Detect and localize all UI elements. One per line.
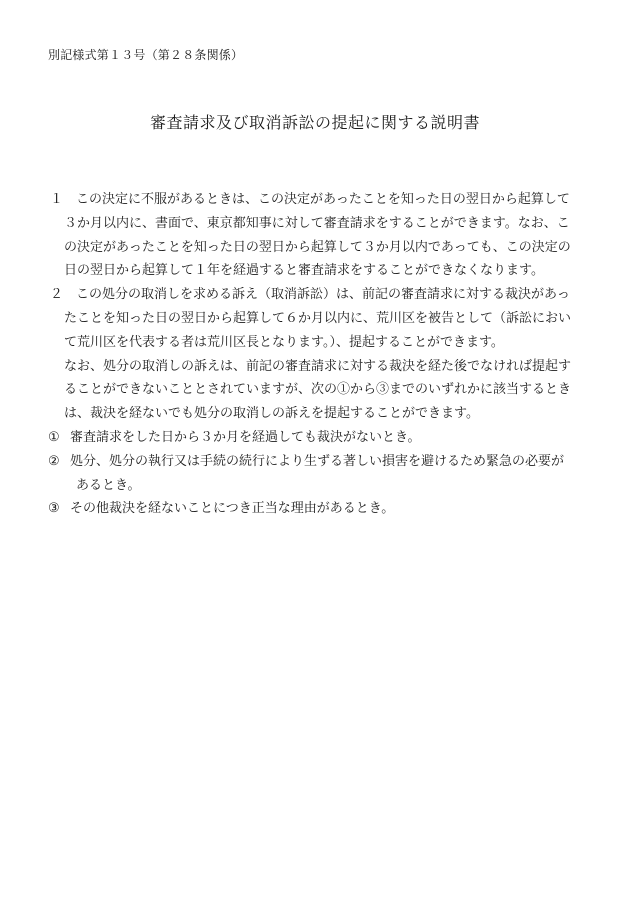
paragraph-note-line-2: ることができないこととされていますが、次の①から③までのいずれかに該当するとき (64, 382, 572, 398)
document-title: 審査請求及び取消訴訟の提起に関する説明書 (149, 113, 480, 132)
condition-text: その他裁決を経ないことにつき正当な理由があるとき。 (70, 501, 395, 517)
condition-3 (48, 497, 588, 521)
condition-2-continuation: あるとき。 (76, 477, 141, 493)
paragraph-text: この処分の取消しを求める訴え（取消訴訟）は、前記の審査請求に対する裁決があっ (76, 287, 570, 303)
condition-marker: ② (48, 453, 60, 469)
paragraph-2-line-2: たことを知った日の翌日から起算して６か月以内に、荒川区を被告として（訴訟におい (64, 310, 572, 326)
paragraph-1-line-4: 日の翌日から起算して１年を経過すると審査請求をすることができなくなります。 (64, 263, 544, 279)
paragraph-2-line-1 (48, 283, 588, 307)
paragraph-2 (48, 283, 588, 354)
paragraph-1 (48, 188, 588, 283)
condition-1 (48, 426, 588, 450)
paragraph-note-line-3: は、裁決を経ないでも処分の取消しの訴えを提起することができます。 (64, 406, 479, 422)
document-body (48, 188, 588, 521)
paragraph-2-line-3: て荒川区を代表する者は荒川区長となります。）、提起することができます。 (64, 334, 504, 350)
paragraph-note-line-1: なお、処分の取消しの訴えは、前記の審査請求に対する裁決を経た後でなければ提起す (64, 358, 572, 374)
paragraph-1-line-2: ３か月以内に、書面で、東京都知事に対して審査請求をすることができます。なお、こ (64, 215, 570, 231)
condition-marker: ① (48, 429, 60, 445)
paragraph-1-line-3: の決定があったことを知った日の翌日から起算して３か月以内であっても、この決定の (64, 239, 571, 255)
paragraph-1-line-1 (48, 188, 588, 212)
paragraph-number: ２ (50, 287, 64, 303)
paragraph-number: １ (50, 192, 64, 207)
conditions-list (48, 426, 588, 521)
form-label: 別記様式第１３号（第２８条関係） (48, 48, 244, 62)
paragraph-note (48, 355, 588, 426)
condition-marker: ③ (48, 501, 60, 517)
paragraph-text: この決定に不服があるときは、この決定があったことを知った日の翌日から起算して (76, 192, 570, 207)
condition-2 (48, 450, 588, 474)
condition-text: 処分、処分の執行又は手続の続行により生ずる著しい損害を避けるため緊急の必要が (70, 453, 565, 469)
condition-text: 審査請求をした日から３か月を経過しても裁決がないとき。 (70, 429, 421, 445)
